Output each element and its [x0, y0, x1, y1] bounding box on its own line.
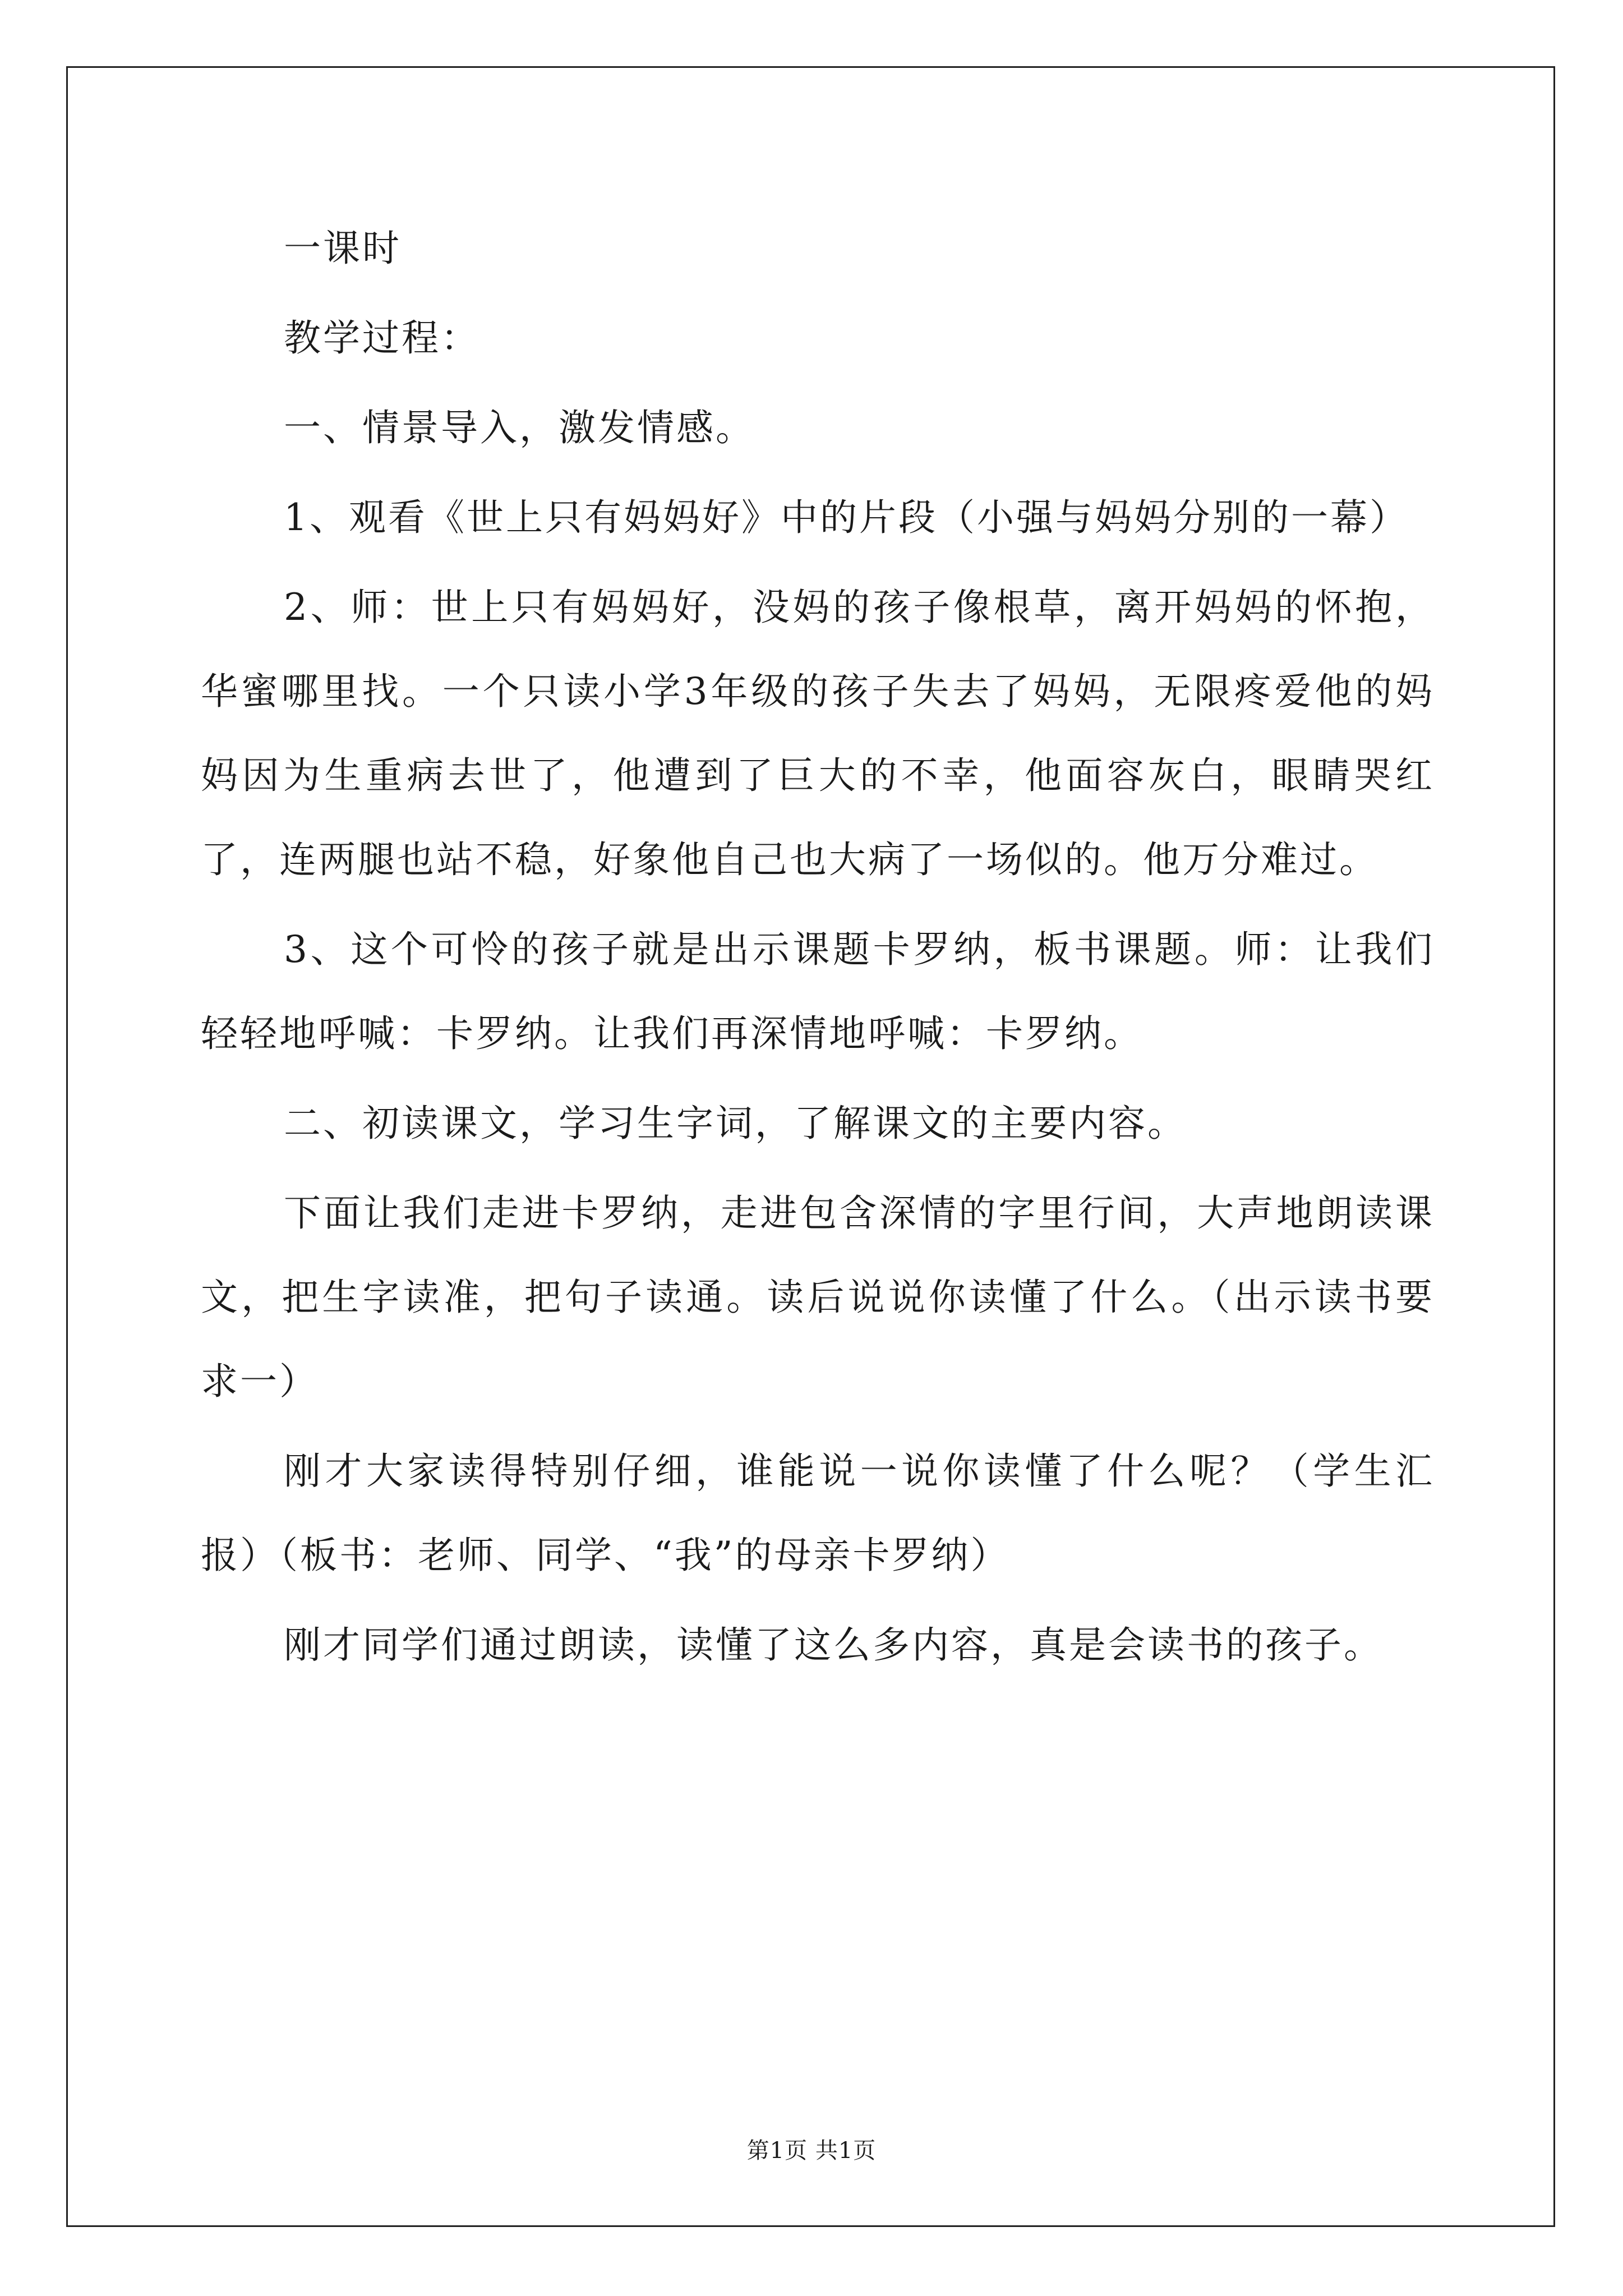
paragraph-closing: 刚才同学们通过朗读，读懂了这么多内容，真是会读书的孩子。 — [284, 1623, 1383, 1667]
page-footer: 第1页 共1页 — [746, 2138, 877, 2164]
paragraph-lesson-count: 一课时 — [284, 227, 402, 270]
paragraph-section-one: 一、情景导入，激发情感。 — [284, 406, 755, 449]
paragraph-item-1: 1、观看《世上只有妈妈好》中的片段（小强与妈妈分别的一幕） — [284, 496, 1409, 539]
paragraph-teaching-process: 教学过程： — [284, 316, 480, 360]
paragraph-item-2: 2、师：世上只有妈妈好，没妈的孩子像根草，离开妈妈的怀抱，华蜜哪里找。一个只读小学3年级的孩子失去了妈妈，无限疼爱他的妈妈因为生重病去世了，他遭到了巨大的不幸，他面容灰白，眼睛哭红了，连两腿也站不稳，好象他自己也大病了一场似的。他万分难过。 — [201, 586, 1435, 881]
paragraph-reading-task: 下面让我们走进卡罗纳，走进包含深情的字里行间，大声地朗读课文，把生字读准，把句子读通。读后说说你读懂了什么。（出示读书要求一） — [201, 1191, 1435, 1403]
paragraph-section-two: 二、初读课文，学习生字词，了解课文的主要内容。 — [284, 1102, 1187, 1145]
paragraph-item-3: 3、这个可怜的孩子就是出示课题卡罗纳，板书课题。师：让我们轻轻地呼喊：卡罗纳。让我们再深情地呼喊：卡罗纳。 — [201, 928, 1435, 1055]
paragraph-student-report: 刚才大家读得特别仔细，谁能说一说你读懂了什么呢？（学生汇报）（板书：老师、同学、“我”的母亲卡罗纳） — [201, 1450, 1435, 1577]
